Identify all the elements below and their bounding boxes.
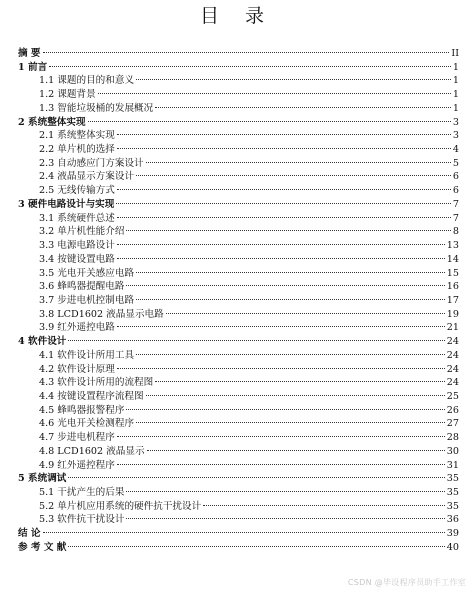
toc-section-entry[interactable] — [18, 143, 459, 157]
toc-section-entry[interactable] — [18, 280, 459, 294]
toc-entry-page-number: 3 — [452, 116, 459, 128]
dot-leader — [126, 230, 450, 231]
toc-chapter-entry[interactable] — [18, 541, 459, 555]
toc-entry-label: 3.9 红外遥控电路 — [39, 322, 115, 334]
dot-leader — [68, 546, 444, 547]
toc-entry-label: 2 系统整体实现 — [18, 116, 86, 128]
toc-section-entry[interactable] — [18, 486, 459, 500]
toc-section-entry[interactable] — [18, 74, 459, 88]
watermark: CSDN @毕设程序员助手工作室 — [347, 578, 466, 587]
toc-entry-page-number: 21 — [446, 322, 459, 334]
toc-section-entry[interactable] — [18, 500, 459, 514]
toc-entry-page-number: 7 — [452, 212, 459, 224]
dot-leader — [203, 505, 445, 506]
toc-entry-label: 3.2 单片机性能介绍 — [39, 226, 125, 238]
toc-section-entry[interactable] — [18, 170, 459, 184]
toc-entry-page-number: 13 — [446, 240, 459, 252]
toc-entry-label: 2.4 液晶显示方案设计 — [39, 171, 135, 183]
dot-leader — [117, 244, 445, 245]
table-of-contents — [18, 47, 459, 555]
toc-section-entry[interactable] — [18, 294, 459, 308]
toc-entry-page-number: 36 — [446, 514, 459, 526]
toc-entry-page-number: 1 — [452, 89, 459, 101]
toc-chapter-entry[interactable] — [18, 61, 459, 75]
toc-entry-page-number: 6 — [452, 171, 459, 183]
dot-leader — [68, 340, 444, 341]
dot-leader — [117, 148, 451, 149]
toc-entry-page-number: 24 — [446, 336, 459, 348]
dot-leader — [136, 272, 445, 273]
toc-entry-page-number: 16 — [446, 281, 459, 293]
toc-entry-page-number: 1 — [452, 61, 459, 73]
toc-entry-page-number: 35 — [446, 487, 459, 498]
dot-leader — [126, 491, 444, 492]
toc-entry-page-number: 1 — [452, 75, 459, 87]
dot-leader — [116, 203, 451, 204]
toc-entry-label: 2.2 单片机的选择 — [39, 144, 115, 156]
toc-entry-label: 2.1 系统整体实现 — [39, 130, 115, 142]
toc-section-entry[interactable] — [18, 308, 459, 322]
toc-entry-page-number: 35 — [446, 473, 459, 485]
toc-entry-label: 5 系统调试 — [18, 473, 67, 485]
dot-leader — [117, 134, 451, 135]
toc-entry-page-number: 31 — [446, 459, 459, 471]
toc-entry-label: 3.6 蜂鸣器提醒电路 — [39, 281, 125, 293]
toc-section-entry[interactable] — [18, 431, 459, 445]
toc-entry-page-number: 3 — [452, 130, 459, 142]
toc-entry-label: 5.1 干扰产生的后果 — [39, 487, 125, 498]
dot-leader — [146, 162, 451, 163]
toc-entry-label: 4.6 光电开关检测程序 — [39, 418, 135, 430]
toc-entry-page-number: 17 — [446, 294, 459, 306]
toc-section-entry[interactable] — [18, 239, 459, 253]
toc-section-entry[interactable] — [18, 513, 459, 527]
dot-leader — [117, 189, 451, 190]
dot-leader — [43, 532, 445, 533]
toc-chapter-entry[interactable] — [18, 198, 459, 212]
toc-entry-page-number: 30 — [446, 445, 459, 457]
toc-section-entry[interactable] — [18, 129, 459, 143]
toc-entry-label: 4.8 LCD1602 液晶显示 — [39, 445, 145, 457]
dot-leader — [126, 285, 444, 286]
toc-chapter-entry[interactable] — [18, 527, 459, 541]
toc-entry-page-number: 28 — [446, 432, 459, 444]
toc-entry-label: 摘 要 — [18, 48, 41, 59]
toc-section-entry[interactable] — [18, 376, 459, 390]
dot-leader — [88, 121, 451, 122]
toc-entry-label: 参 考 文 献 — [18, 541, 67, 553]
toc-section-entry[interactable] — [18, 212, 459, 226]
toc-entry-page-number: 8 — [452, 226, 459, 238]
toc-section-entry[interactable] — [18, 184, 459, 198]
toc-entry-label: 4.7 步进电机程序 — [39, 432, 115, 444]
toc-entry-label: 1 前言 — [18, 61, 48, 73]
page-title: 目 录 — [199, 5, 275, 27]
toc-chapter-entry[interactable] — [18, 335, 459, 349]
toc-entry-label: 5.2 单片机应用系统的硬件抗干扰设计 — [39, 500, 202, 512]
dot-leader — [117, 258, 445, 259]
dot-leader — [126, 409, 444, 410]
toc-entry-page-number: 24 — [446, 377, 459, 389]
toc-entry-label: 1.1 课题的目的和意义 — [39, 75, 135, 87]
dot-leader — [147, 450, 445, 451]
dot-leader — [136, 299, 445, 300]
dot-leader — [155, 107, 451, 108]
toc-entry-label: 4.5 蜂鸣器报警程序 — [39, 404, 125, 416]
toc-entry-page-number: 5 — [452, 157, 459, 169]
toc-entry-label: 4 软件设计 — [18, 336, 67, 348]
toc-entry-page-number: II — [451, 48, 459, 59]
toc-entry-page-number: 14 — [446, 253, 459, 265]
toc-section-entry[interactable] — [18, 404, 459, 418]
dot-leader — [117, 436, 445, 437]
toc-entry-label: 3.7 步进电机控制电路 — [39, 294, 135, 306]
dot-leader — [136, 422, 445, 423]
dot-leader — [43, 52, 450, 53]
toc-entry-label: 2.3 自动感应门方案设计 — [39, 157, 144, 169]
toc-chapter-entry[interactable] — [18, 116, 459, 130]
dot-leader — [136, 79, 451, 80]
toc-entry-label: 4.9 红外遥控程序 — [39, 459, 115, 471]
toc-entry-label: 结 论 — [18, 528, 41, 540]
dot-leader — [136, 354, 445, 355]
toc-section-entry[interactable] — [18, 390, 459, 404]
toc-entry-label: 2.5 无线传输方式 — [39, 185, 115, 197]
toc-section-entry[interactable] — [18, 349, 459, 363]
toc-entry-label: 3.3 电源电路设计 — [39, 240, 115, 252]
dot-leader — [49, 66, 451, 67]
dot-leader — [155, 381, 445, 382]
toc-entry-label: 3.1 系统硬件总述 — [39, 212, 115, 224]
dot-leader — [117, 368, 445, 369]
dot-leader — [117, 464, 445, 465]
dot-leader — [117, 326, 445, 327]
toc-entry-label: 3.8 LCD1602 液晶显示电路 — [39, 308, 164, 320]
toc-entry-page-number: 24 — [446, 363, 459, 375]
dot-leader — [68, 477, 444, 478]
toc-entry-label: 3 硬件电路设计与实现 — [18, 198, 115, 210]
toc-section-entry[interactable] — [18, 321, 459, 335]
toc-section-entry[interactable] — [18, 445, 459, 459]
toc-section-entry[interactable] — [18, 253, 459, 267]
dot-leader — [166, 313, 445, 314]
toc-section-entry[interactable] — [18, 459, 459, 473]
toc-entry-label: 3.4 按键设置电路 — [39, 253, 115, 265]
dot-leader — [146, 395, 445, 396]
toc-entry-page-number: 24 — [446, 349, 459, 361]
toc-entry-page-number: 15 — [446, 267, 459, 279]
toc-entry-page-number: 7 — [452, 198, 459, 210]
toc-entry-page-number: 19 — [446, 308, 459, 320]
toc-entry-label: 4.1 软件设计所用工具 — [39, 349, 135, 361]
toc-section-entry[interactable] — [18, 88, 459, 102]
toc-entry-label: 3.5 光电开关感应电路 — [39, 267, 135, 279]
toc-entry-page-number: 1 — [452, 102, 459, 114]
dot-leader — [117, 217, 451, 218]
toc-entry-label: 4.4 按键设置程序流程图 — [39, 390, 144, 402]
toc-entry-label: 1.2 课题背景 — [39, 89, 96, 101]
toc-section-entry[interactable] — [18, 225, 459, 239]
dot-leader — [98, 93, 451, 94]
toc-entry-label: 5.3 软件抗干扰设计 — [39, 514, 125, 526]
toc-entry-label: 4.3 软件设计所用的流程图 — [39, 377, 154, 389]
toc-entry-page-number: 39 — [446, 528, 459, 540]
dot-leader — [136, 175, 451, 176]
toc-section-entry[interactable] — [18, 417, 459, 431]
toc-entry-page-number: 26 — [446, 404, 459, 416]
toc-section-entry[interactable] — [18, 267, 459, 281]
toc-entry-label: 1.3 智能垃圾桶的发展概况 — [39, 102, 154, 114]
dot-leader — [126, 518, 444, 519]
toc-entry-page-number: 40 — [446, 541, 459, 553]
toc-entry-page-number: 4 — [452, 144, 459, 156]
toc-entry-label: 4.2 软件设计原理 — [39, 363, 115, 375]
toc-chapter-entry[interactable] — [18, 47, 459, 61]
toc-section-entry[interactable] — [18, 157, 459, 171]
toc-section-entry[interactable] — [18, 102, 459, 116]
toc-entry-page-number: 25 — [446, 390, 459, 402]
toc-entry-page-number: 35 — [446, 500, 459, 512]
toc-entry-page-number: 6 — [452, 185, 459, 197]
toc-entry-page-number: 27 — [446, 418, 459, 430]
toc-chapter-entry[interactable] — [18, 472, 459, 486]
toc-section-entry[interactable] — [18, 363, 459, 377]
